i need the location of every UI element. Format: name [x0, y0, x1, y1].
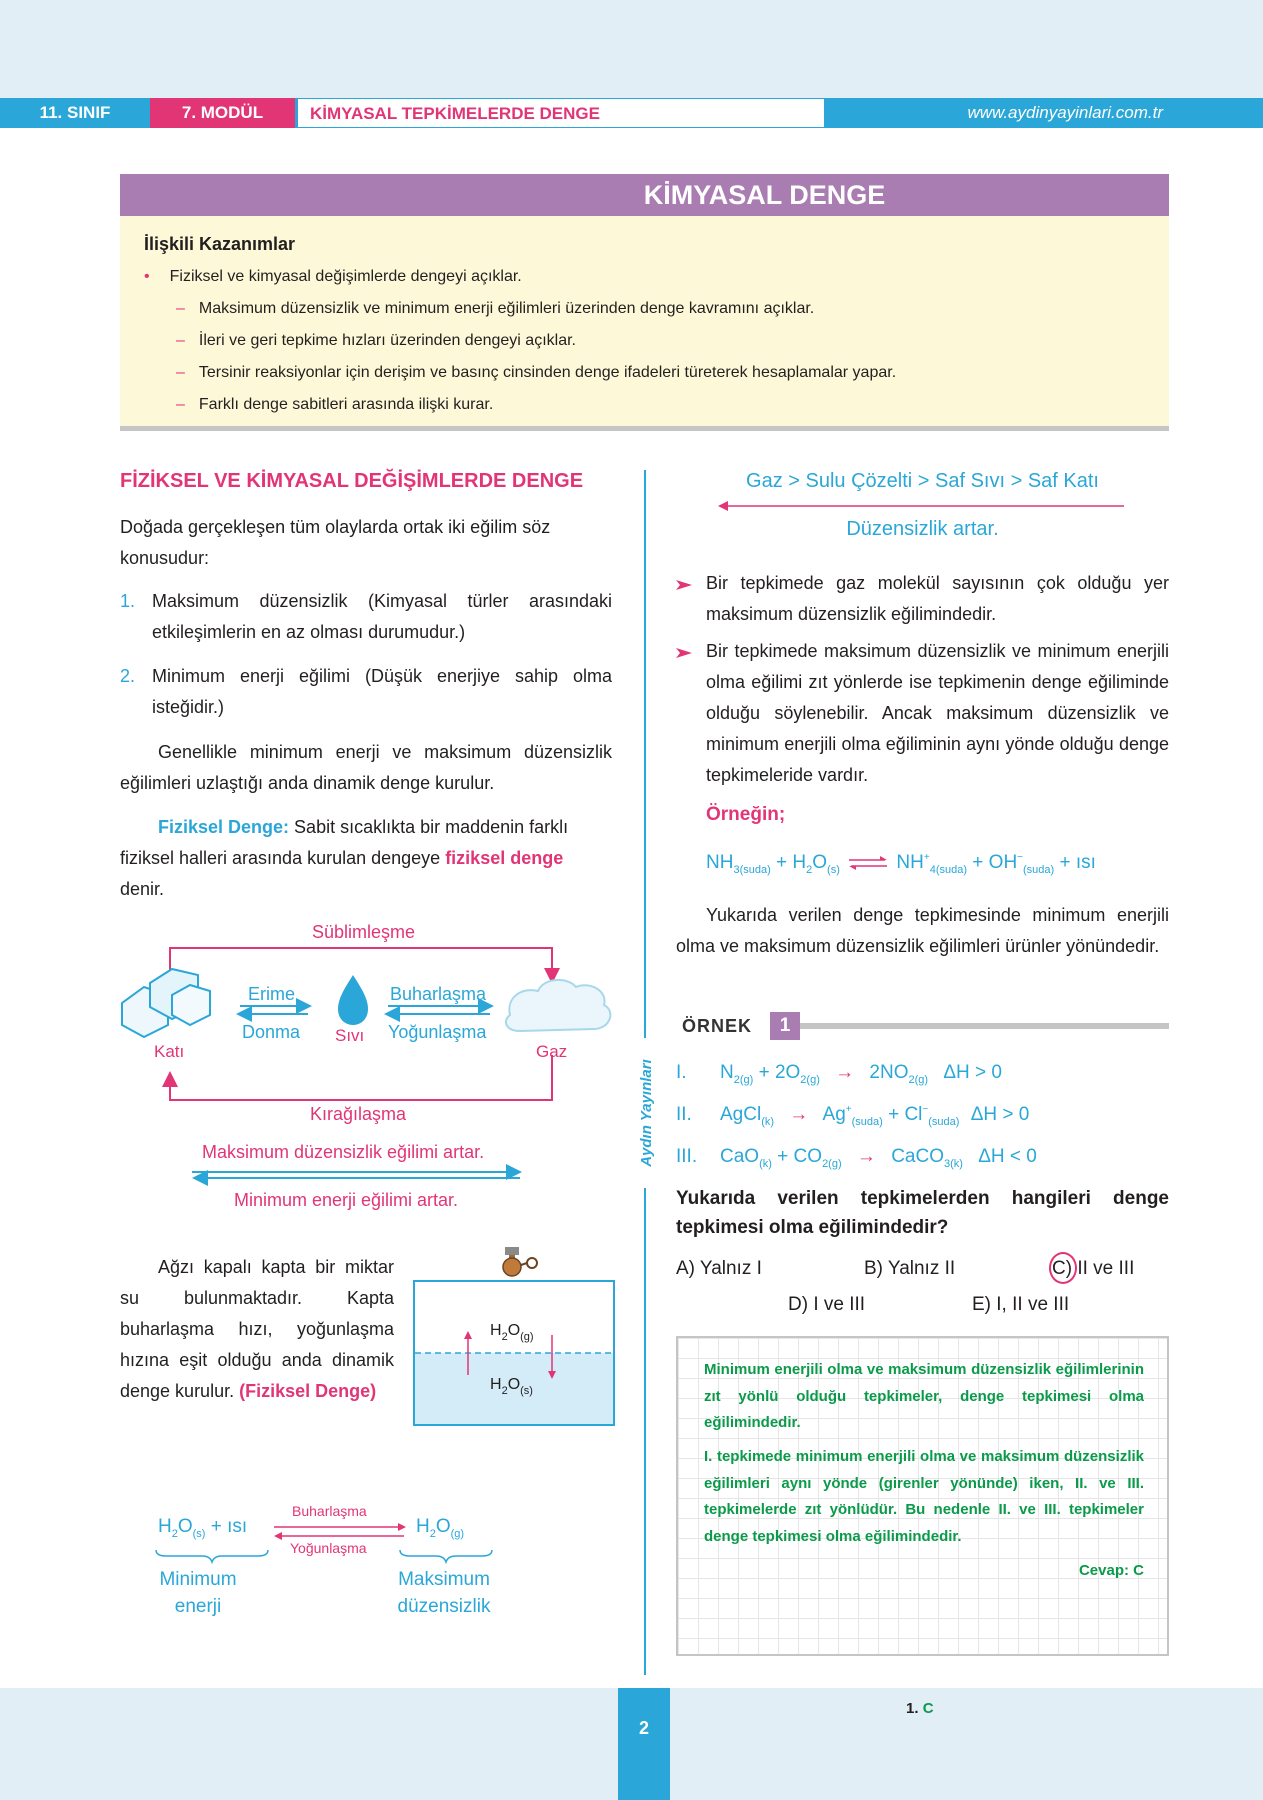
energy-arrow [190, 1168, 530, 1188]
sublimation-label: Süblimleşme [312, 922, 416, 942]
option-b[interactable]: B) Yalnız II [864, 1258, 956, 1279]
min-energy-caption: Minimum enerji [159, 1569, 237, 1617]
disorder-note: Düzensizlik artar. [846, 518, 999, 540]
energy-trend-label: Minimum enerji eğilimi artar. [234, 1190, 459, 1210]
chapter-title: KİMYASAL TEPKİMELERDE DENGE [297, 98, 825, 128]
disorder-trend-label: Maksimum düzensizlik eğilimi artar. [202, 1142, 485, 1162]
top-band [0, 0, 1263, 98]
solution-paragraph: Minimum enerjili olma ve maksimum düzensizlik eğilimlerinin zıt yönlü olduğu tepkimeler, denge tepkimesi olma eğilimindedir. [704, 1361, 1144, 1431]
intro-paragraph: Doğada gerçekleşen tüm olaylarda ortak iki eğilim söz konusudur: [120, 517, 551, 568]
eq-condensation-label: Yoğunlaşma [290, 1540, 367, 1556]
outcome-main: • Fiziksel ve kimyasal değişimlerde dengeyi açıklar. [144, 268, 522, 285]
subsection-heading: FİZİKSEL VE KİMYASAL DEĞİŞİMLERDE DENGE [120, 470, 584, 492]
example-tag: ÖRNEK [676, 1012, 771, 1040]
eq-right-formula: $H_2O_{(g)}$ [416, 1516, 465, 1540]
header-bar [0, 98, 1263, 128]
option-c[interactable]: C) II ve III [1052, 1258, 1135, 1279]
eq-evaporation-label: Buharlaşma [292, 1503, 367, 1519]
section-title: KİMYASAL DENGE [120, 174, 1169, 216]
list-item: 1. Maksimum düzensizlik (Kimyasal türler arasındaki etkileşimlerin en az olması durumudur.) [120, 591, 612, 642]
reaction-row: I. $N_{2(g)} + 2O_{2(g)} \to 2NO_{2(g)}$ ΔH > 0 [676, 1062, 1002, 1086]
rule-paragraph: Bir tepkimede gaz molekül sayısının çok olduğu yer maksimum düzensizlik eğilimindedir. [706, 573, 1169, 624]
disorder-order: Gaz > Sulu Çözelti > Saf Sıvı > Saf Katı [746, 470, 1099, 492]
grade-label: 11. SINIF [39, 103, 111, 122]
solution-answer: Cevap: C [1078, 1562, 1144, 1579]
liquid-formula: $H_2O_{(s)}$ [490, 1376, 533, 1397]
vapor-formula: $H_2O_{(g)}$ [490, 1322, 534, 1343]
definition-paragraph: Fiziksel Denge: Sabit sıcaklıkta bir maddenin farklı fiziksel halleri arasında kurulan dengeye fiziksel denge denir. [120, 817, 569, 899]
explanation-paragraph: Yukarıda verilen denge tepkimesinde minimum enerjili olma ve maksimum düzensizlik eğilimleri ürünler yönündedir. [676, 905, 1169, 956]
example-divider [800, 1023, 1169, 1029]
outcome-item: – İleri ve geri tepkime hızları üzerinden dengeyi açıklar. [176, 332, 576, 349]
option-d[interactable]: D) I ve III [788, 1294, 866, 1315]
publisher-side-label: Aydın Yayınları [634, 1038, 660, 1188]
general-paragraph: Genellikle minimum enerji ve maksimum düzensizlik eğilimleri uzlaştığı anda dinamik denge kurulur. [120, 742, 612, 793]
correct-answer-circle [1049, 1252, 1077, 1284]
website-link[interactable]: www.aydinyayinlari.com.tr [967, 103, 1163, 122]
outcomes-divider [120, 426, 1169, 431]
option-e[interactable]: E) I, II ve III [972, 1294, 1070, 1315]
equilibrium-arrow-icon [847, 855, 889, 871]
sublimation-arrow [170, 948, 552, 980]
module-label: 7. MODÜL [150, 98, 295, 128]
deposition-arrow [170, 1055, 552, 1100]
answer-key: 1. C [906, 1700, 934, 1717]
gas-label: Gaz [536, 1042, 568, 1061]
outcome-item: – Tersinir reaksiyonlar için derişim ve basınç cinsinden denge ifadeleri türeterek hesaplamalar yapar. [176, 364, 897, 381]
list-item: 2. Minimum enerji eğilimi (Düşük enerjiye sahip olma isteğidir.) [120, 666, 612, 717]
reaction-row: II. AgCl$_{(k)}$ → $Ag^+_{(suda)} + Cl^-_{(suda)}$ ΔH > 0 [676, 1104, 1030, 1128]
bullet-arrow-icon [676, 648, 692, 658]
water-drop-icon [338, 975, 368, 1025]
max-disorder-caption: Maksimum düzensizlik [397, 1569, 491, 1617]
disorder-order-arrow [716, 498, 1126, 514]
valve-icon [503, 1247, 537, 1276]
example-label: Örneğin; [706, 804, 786, 825]
solid-label: Katı [154, 1042, 185, 1061]
option-a[interactable]: A) Yalnız I [676, 1258, 762, 1279]
eq-left-formula: $H_2O_{(s)}$ + ısı [158, 1516, 248, 1540]
outcome-item: – Maksimum düzensizlik ve minimum enerji eğilimleri üzerinden denge kavramını açıklar. [176, 300, 815, 317]
freezing-label: Donma [242, 1022, 301, 1042]
evaporation-label: Buharlaşma [390, 984, 487, 1004]
outcomes-heading: İlişkili Kazanımlar [144, 234, 296, 254]
deposition-label: Kırağılaşma [310, 1104, 407, 1124]
page-number: 2 [618, 1688, 670, 1800]
closed-container-paragraph: Ağzı kapalı kapta bir miktar su bulunmaktadır. Kapta buharlaşma hızı, yoğunlaşma hızına eşit olduğu anda dinamik denge kurulur. (Fiziksel Denge) [120, 1257, 394, 1401]
ice-cubes-icon [122, 969, 210, 1037]
equilibrium-arrows [270, 1522, 410, 1542]
example-number: 1 [770, 1012, 800, 1040]
min-energy-brace [152, 1546, 272, 1566]
reaction-row: III. $CaO_{(k)} + CO_{2(g)}$ → CaCO$_{3(k)}$ ΔH < 0 [676, 1146, 1037, 1170]
question-text: Yukarıda verilen tepkimelerden hangileri denge tepkimesi olma eğilimindedir? [676, 1188, 1169, 1238]
liquid-label: Sıvı [335, 1026, 365, 1045]
bullet-arrow-icon [676, 580, 692, 590]
outcome-item: – Farklı denge sabitleri arasında ilişki kurar. [176, 396, 494, 413]
melting-label: Erime [248, 984, 296, 1004]
ammonia-reaction: $NH_{3(suda)} + H_2O_{(s)}$ $NH^+_{4(suda)} + OH^-_{(suda)}$ + ısı [706, 852, 1096, 876]
gas-cloud-icon [506, 980, 610, 1031]
solution-paragraph: I. tepkimede minimum enerjili olma ve maksimum düzensizlik eğilimleri aynı yönde (girenler yönünde) iken, II. ve III. tepkimelerde zıt yönlüdür. Bu nedenle II. ve III. tepkimeler denge tepkimesi olma eğilimindedir. [704, 1448, 1144, 1545]
rule-paragraph: Bir tepkimede maksimum düzensizlik ve minimum enerjili olma eğilimi zıt yönlerde ise tepkimenin denge eğiliminde olduğu söylenebilir. Ancak maksimum düzensizlik ve minimum enerjili olma eğiliminin aynı yönde olduğu denge tepkimeleride vardır. [706, 641, 1169, 785]
max-disorder-brace [396, 1546, 496, 1566]
condensation-label: Yoğunlaşma [388, 1022, 487, 1042]
